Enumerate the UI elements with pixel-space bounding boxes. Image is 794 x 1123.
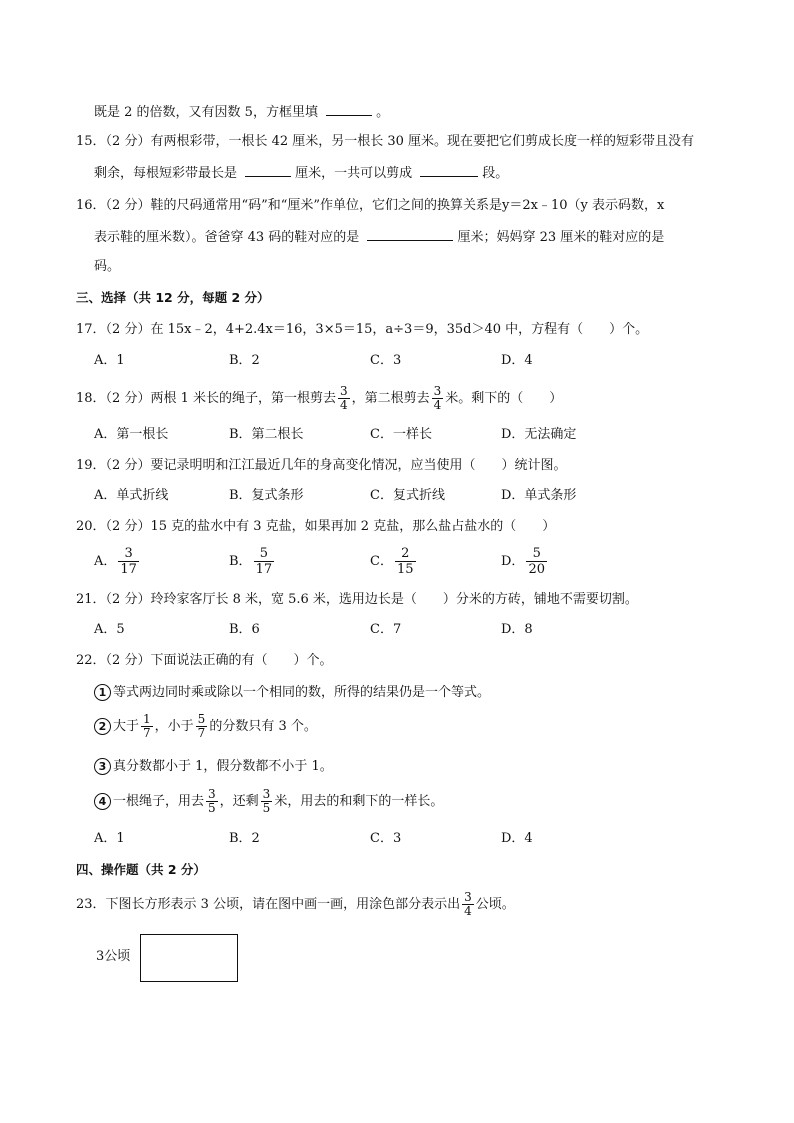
- answer-blank[interactable]: [420, 164, 478, 177]
- q19-option-b[interactable]: B．复式条形: [229, 488, 304, 503]
- q19-option-d[interactable]: D．单式条形: [501, 488, 577, 503]
- q15-line2: 剩余，每根短彩带最长是 厘米，一共可以剪成 段。: [94, 166, 509, 181]
- circled-number-icon: 3: [94, 758, 111, 775]
- fraction: $\frac{3}{4}$: [464, 890, 472, 918]
- q21-option-b[interactable]: B．6: [229, 622, 260, 637]
- fraction: $\frac{3}{4}$: [433, 384, 442, 412]
- q17-stem: 17．（2 分）在 15x﹣2，4+2.4x＝16，3×5＝15，a÷3＝9，35d＞40 中，方程有（ ）个。: [76, 322, 649, 337]
- q18-option-c[interactable]: C．一样长: [370, 427, 432, 442]
- q17-option-d[interactable]: D．4: [501, 353, 533, 368]
- section-heading-choice: 三、选择（共 12 分，每题 2 分）: [76, 290, 270, 305]
- q20-option-d[interactable]: D． $\frac{5}{20}$: [501, 546, 545, 577]
- answer-blank[interactable]: [245, 164, 291, 177]
- q18-option-a[interactable]: A．第一根长: [94, 427, 169, 442]
- fraction: $\frac{3}{5}$: [262, 787, 271, 815]
- fraction: $\frac{3}{5}$: [208, 787, 216, 815]
- q16-line3: 码。: [94, 259, 121, 274]
- q20-option-c[interactable]: C． $\frac{2}{15}$: [370, 546, 414, 577]
- q22-option-c[interactable]: C．3: [370, 831, 402, 846]
- q16-line1: 16．（2 分）鞋的尺码通常用“码”和“厘米”作单位，它们之间的换算关系是y＝2x﹣10（y 表示码数，x: [76, 198, 665, 213]
- q22-statement-3: 3 真分数都小于 1，假分数都不小于 1。: [94, 758, 333, 776]
- fraction: $\frac{5}{7}$: [197, 712, 206, 740]
- circled-number-icon: 4: [94, 793, 111, 810]
- q22-statement-2: 2 大于 $\frac{1}{7}$ ，小于 $\frac{5}{7}$ 的分数只有 3 个。: [94, 712, 317, 742]
- q21-option-a[interactable]: A．5: [94, 622, 125, 637]
- fraction: $\frac{3}{4}$: [339, 384, 348, 412]
- q17-option-c[interactable]: C．3: [370, 353, 402, 368]
- fraction: $\frac{2}{15}$: [396, 546, 414, 577]
- circled-number-icon: 2: [94, 718, 111, 735]
- q15-line1: 15．（2 分）有两根彩带，一根长 42 厘米，另一根长 30 厘米。现在要把它们剪成长度一样的短彩带且没有: [76, 134, 695, 149]
- rectangle-label: 3公顷: [96, 949, 131, 964]
- q20-stem: 20．（2 分）15 克的盐水中有 3 克盐，如果再加 2 克盐，那么盐占盐水的（ ）: [76, 519, 556, 534]
- answer-blank[interactable]: [326, 103, 372, 116]
- q19-option-a[interactable]: A．单式折线: [94, 488, 169, 503]
- fraction: $\frac{5}{17}$: [255, 546, 273, 577]
- fraction: $\frac{5}{20}$: [528, 546, 545, 577]
- answer-blank[interactable]: [367, 228, 453, 241]
- q17-option-a[interactable]: A．1: [94, 353, 125, 368]
- q20-option-b[interactable]: B． $\frac{5}{17}$: [229, 546, 273, 577]
- q22-statement-4: 4 一根绳子，用去 $\frac{3}{5}$ ，还剩 $\frac{3}{5}$ 米，用去的和剩下的一样长。: [94, 787, 443, 817]
- q22-option-b[interactable]: B．2: [229, 831, 260, 846]
- q21-stem: 21．（2 分）玲玲家客厅长 8 米，宽 5.6 米，选用边长是（ ）分米的方砖，铺地不需要切割。: [76, 592, 638, 607]
- circled-number-icon: 1: [94, 684, 111, 701]
- fraction: $\frac{3}{17}$: [120, 546, 137, 577]
- q18-stem: 18．（2 分）两根 1 米长的绳子，第一根剪去 $\frac{3}{4}$ ，第二根剪去 $\frac{3}{4}$ 米。剩下的（ ）: [76, 384, 563, 412]
- section-heading-operation: 四、操作题（共 2 分）: [76, 862, 206, 877]
- q18-option-d[interactable]: D．无法确定: [501, 427, 577, 442]
- q19-option-c[interactable]: C．复式折线: [370, 488, 445, 503]
- fraction: $\frac{1}{7}$: [143, 712, 151, 740]
- q19-stem: 19．（2 分）要记录明明和江江最近几年的身高变化情况，应当使用（ ）统计图。: [76, 458, 567, 473]
- q20-option-a[interactable]: A． $\frac{3}{17}$: [94, 546, 137, 577]
- q22-stem: 22．（2 分）下面说法正确的有（ ）个。: [76, 653, 333, 668]
- q22-option-a[interactable]: A．1: [94, 831, 125, 846]
- q22-statement-1: 1 等式两边同时乘或除以一个相同的数，所得的结果仍是一个等式。: [94, 684, 490, 702]
- q23-stem: 23．下图长方形表示 3 公顷，请在图中画一画，用涂色部分表示出 $\frac{3}{4}$ 公顷。: [76, 890, 515, 918]
- q14-continuation: 既是 2 的倍数，又有因数 5，方框里填 。: [94, 105, 390, 120]
- q22-option-d[interactable]: D．4: [501, 831, 533, 846]
- q21-option-d[interactable]: D．8: [501, 622, 533, 637]
- q18-option-b[interactable]: B．第二根长: [229, 427, 304, 442]
- q16-line2: 表示鞋的厘米数）。爸爸穿 43 码的鞋对应的是 厘米；妈妈穿 23 厘米的鞋对应的是: [94, 230, 665, 245]
- q21-option-c[interactable]: C．7: [370, 622, 402, 637]
- drawing-rectangle[interactable]: [140, 934, 238, 982]
- q17-option-b[interactable]: B．2: [229, 353, 260, 368]
